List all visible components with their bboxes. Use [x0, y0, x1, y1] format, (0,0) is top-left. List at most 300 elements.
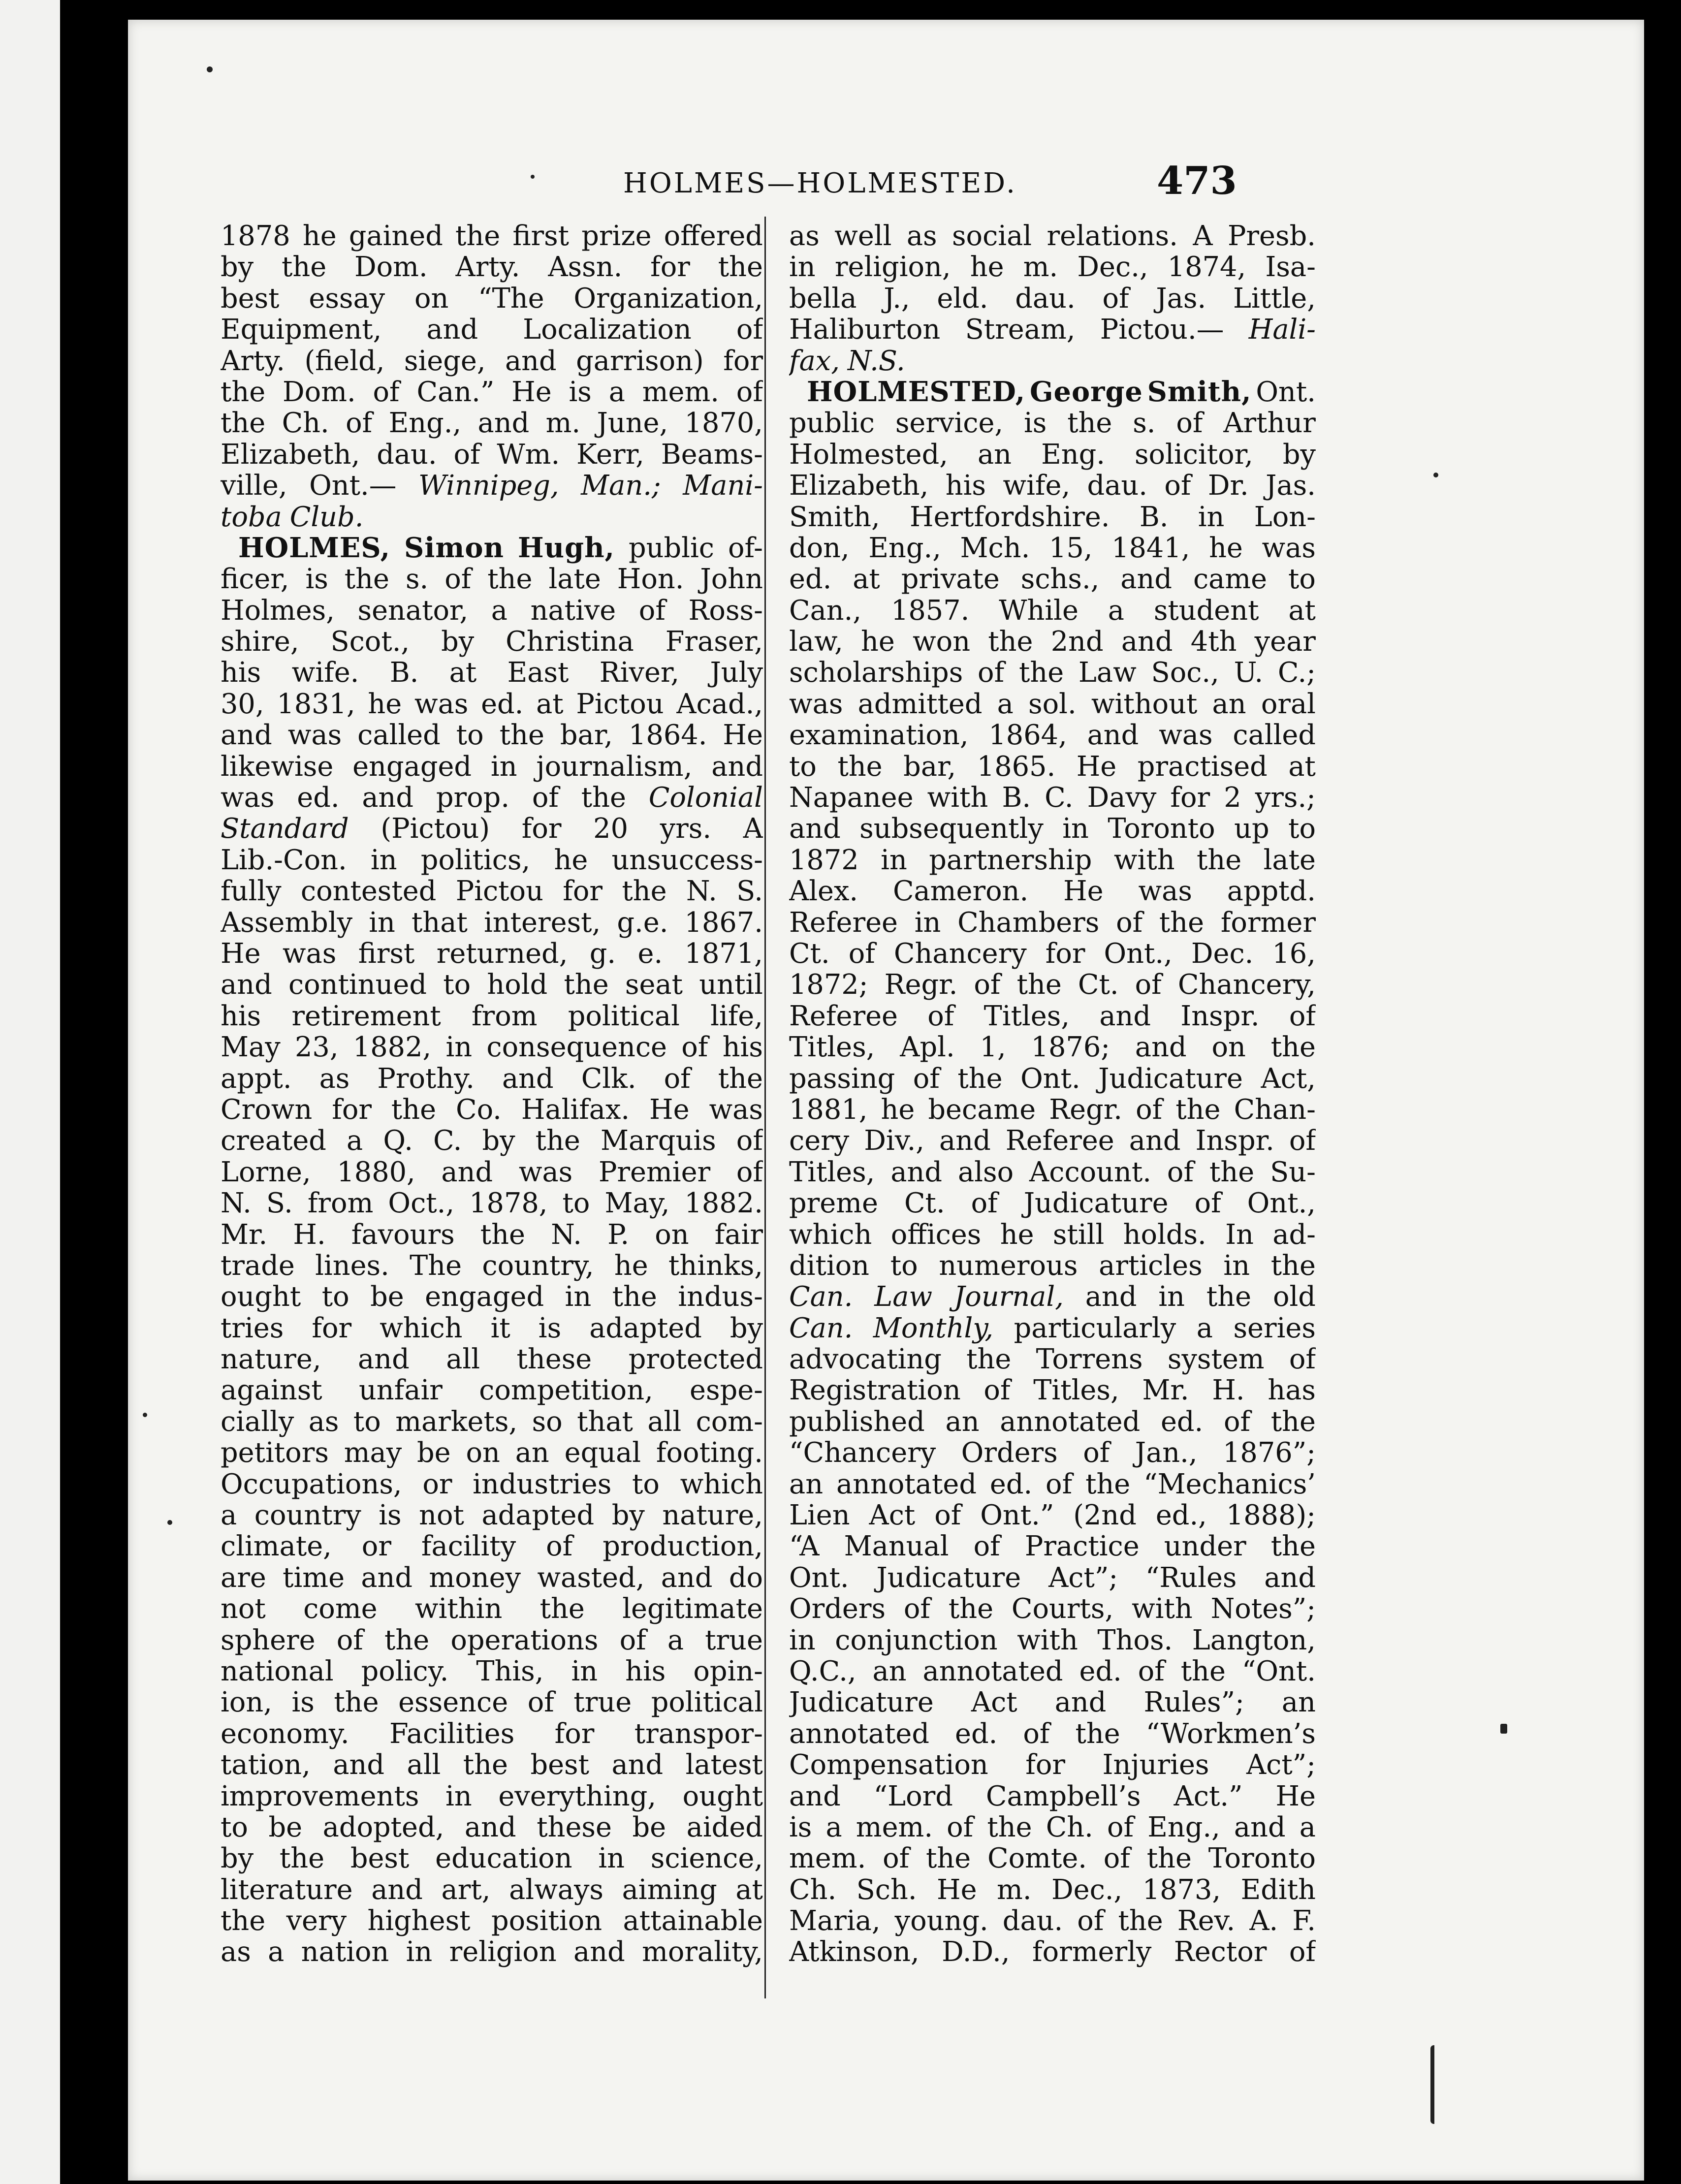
word: in: [1158, 1281, 1185, 1313]
word: Holmested,: [789, 439, 948, 471]
word: position: [491, 1905, 603, 1937]
word: not: [221, 1593, 266, 1625]
word: was: [789, 688, 843, 720]
word: it: [490, 1312, 510, 1344]
word: fair: [714, 1219, 763, 1250]
word: a: [825, 1811, 842, 1843]
text-line: [789, 439, 1316, 470]
word: social: [952, 221, 1032, 252]
word: “Workmen’s: [1145, 1718, 1316, 1750]
word: HOLMES,: [238, 532, 390, 564]
word: to: [1288, 564, 1316, 595]
word: Mch.: [960, 532, 1030, 564]
word: Titles,: [789, 1032, 875, 1063]
word: Lien: [789, 1500, 850, 1531]
word: m.: [1023, 252, 1058, 283]
word: Marquis: [600, 1125, 716, 1157]
word: Ont.: [1020, 1063, 1080, 1094]
word: to: [632, 1468, 660, 1500]
word: Atkinson,: [789, 1936, 920, 1968]
text-line: [789, 533, 1316, 564]
word: dau.: [377, 439, 437, 471]
word: Arthur: [1223, 408, 1316, 439]
word: service,: [895, 408, 1004, 439]
word: Mr.: [221, 1219, 268, 1250]
text-line: [221, 845, 763, 876]
word: Regr.: [884, 969, 958, 1001]
word: bella: [789, 283, 857, 315]
word: his: [722, 1032, 763, 1063]
word: public: [789, 408, 875, 439]
word: for: [1045, 938, 1085, 970]
word: to: [321, 1281, 349, 1313]
word: While: [999, 595, 1078, 627]
word: Jas.: [1266, 470, 1316, 502]
text-line: [789, 1625, 1316, 1656]
text-line: [789, 1874, 1316, 1905]
scan-speck: [1430, 2045, 1437, 2124]
word: the: [334, 1687, 379, 1718]
word: Su-: [1270, 1156, 1316, 1188]
word: Ross-: [688, 595, 763, 627]
word: by: [441, 626, 475, 658]
text-line: [221, 689, 763, 720]
word: 2nd: [1050, 626, 1104, 658]
word: published: [789, 1406, 925, 1438]
word: Napanee: [789, 782, 914, 814]
word: shire,: [221, 626, 299, 658]
word: the: [499, 720, 544, 751]
word: the: [581, 782, 626, 814]
text-line: [221, 1250, 763, 1281]
word: the: [1196, 844, 1242, 876]
word: of: [1135, 969, 1162, 1001]
word: of: [444, 564, 472, 595]
word: nature,: [221, 1344, 321, 1375]
word: 1871,: [684, 938, 763, 970]
text-line: [221, 377, 763, 408]
word: time: [283, 1562, 345, 1594]
word: a: [1299, 1811, 1316, 1843]
text-line: [221, 1281, 763, 1312]
word: May,: [604, 1188, 670, 1219]
word: ed.: [955, 1718, 998, 1750]
word: ad-: [1272, 1219, 1316, 1250]
text-line: [789, 1313, 1316, 1344]
word: by: [221, 252, 254, 283]
word: and: [1129, 1125, 1181, 1157]
text-line: [221, 1313, 763, 1344]
word: was: [709, 1094, 763, 1126]
word: mem.: [642, 376, 719, 408]
word: Ont.”: [980, 1500, 1054, 1531]
word: of: [934, 1500, 961, 1531]
word: of-: [728, 532, 763, 564]
word: an: [789, 1468, 824, 1500]
word: oral: [1261, 688, 1316, 720]
word: as: [319, 1063, 350, 1094]
word: F.: [1292, 1905, 1316, 1937]
text-line: [221, 314, 763, 345]
text-line: [789, 938, 1316, 969]
text-line: [789, 346, 1316, 377]
word: annotated: [1000, 1406, 1141, 1438]
word: an: [1281, 1687, 1316, 1718]
text-line: [789, 876, 1316, 907]
word: his: [221, 1000, 261, 1032]
word: of: [736, 376, 763, 408]
word: of: [971, 1188, 998, 1219]
text-line: [221, 502, 763, 533]
word: he: [860, 626, 895, 658]
word: com-: [696, 1406, 763, 1438]
word: so: [532, 1406, 563, 1438]
word: a: [997, 688, 1014, 720]
word: Can.,: [789, 595, 862, 627]
word: and: [361, 1562, 413, 1594]
word: in: [571, 1655, 598, 1687]
word: in: [370, 844, 397, 876]
word: 1882.: [684, 1188, 763, 1219]
word: Titles,: [983, 1000, 1070, 1032]
word: and: [1234, 1811, 1286, 1843]
word: former: [1220, 907, 1316, 938]
word: June,: [597, 408, 668, 439]
word: Occupations,: [221, 1468, 402, 1500]
running-head: HOLMES—HOLMESTED.: [623, 167, 1017, 199]
word: footing.: [656, 1437, 763, 1469]
word: wasted,: [537, 1562, 645, 1594]
word: interest,: [484, 907, 601, 938]
word: and: [1120, 564, 1173, 595]
word: was: [1262, 532, 1316, 564]
word: Rev.: [1177, 1905, 1236, 1937]
word: of: [1023, 1718, 1050, 1750]
word: Lorne,: [221, 1156, 311, 1188]
word: Referee: [789, 907, 898, 938]
word: mem.: [856, 1811, 933, 1843]
word: the: [480, 1219, 525, 1250]
word: as: [789, 221, 820, 252]
word: Ont.,: [1247, 1188, 1316, 1219]
word: and: [333, 1749, 385, 1781]
word: Holmes,: [221, 595, 335, 627]
text-line: [221, 1936, 763, 1967]
word: protected: [628, 1344, 763, 1375]
word: Dom.: [354, 252, 428, 283]
word: of: [1136, 1094, 1163, 1126]
word: and: [362, 782, 414, 814]
text-line: [789, 626, 1316, 657]
word: continued: [288, 969, 427, 1001]
word: Referee: [789, 1000, 898, 1032]
word: Alex.: [789, 876, 858, 907]
word: Judicature: [876, 1562, 1021, 1594]
word: Scot.,: [330, 626, 410, 658]
word: ed.: [789, 564, 832, 595]
word: ville,: [221, 470, 287, 502]
word: Law: [874, 1281, 933, 1313]
word: He: [649, 1094, 690, 1126]
word: Elizabeth,: [789, 470, 929, 502]
word: on: [655, 1219, 689, 1250]
word: and: [464, 1811, 516, 1843]
word: as: [221, 1936, 251, 1968]
word: by: [482, 1125, 515, 1157]
text-line: [221, 1469, 763, 1500]
word: he: [970, 252, 1004, 283]
word: the: [391, 1094, 437, 1126]
word: Campbell’s: [985, 1780, 1141, 1812]
word: a: [1196, 1312, 1213, 1344]
word: trade: [221, 1250, 295, 1282]
word: indus-: [678, 1281, 763, 1313]
word: of: [973, 1531, 1000, 1562]
word: seat: [625, 969, 683, 1001]
word: nation: [301, 1936, 389, 1968]
text-line: [221, 1593, 763, 1624]
text-line: [221, 408, 763, 439]
word: he: [302, 221, 337, 252]
word: dau.: [1002, 1905, 1063, 1937]
word: Co.: [456, 1094, 502, 1126]
text-line: [221, 533, 763, 564]
text-line: [789, 1562, 1316, 1593]
word: for: [554, 1718, 595, 1750]
text-line: [789, 1032, 1316, 1063]
word: returned,: [436, 938, 568, 970]
word: Little,: [1233, 283, 1316, 315]
word: journalism,: [536, 751, 693, 783]
text-line: [789, 751, 1316, 782]
word: contested: [300, 876, 437, 907]
word: was: [518, 1156, 573, 1188]
word: Stream,: [965, 314, 1076, 346]
word: Club.: [289, 501, 364, 533]
word: H.: [293, 1219, 326, 1250]
word: Titles,: [789, 1156, 875, 1188]
word: 20: [593, 813, 629, 845]
word: and: [358, 1344, 410, 1375]
scan-speck: [143, 1413, 147, 1417]
word: of: [736, 1156, 763, 1188]
text-line: [789, 1157, 1316, 1188]
text-line: [789, 1593, 1316, 1624]
word: Christina: [506, 626, 634, 658]
word: The: [410, 1250, 462, 1282]
text-line: [221, 1063, 763, 1094]
word: N.S.: [847, 345, 905, 377]
word: Can.: [789, 1281, 853, 1313]
word: legitimate: [622, 1593, 763, 1625]
word: the: [344, 564, 389, 595]
word: has: [1268, 1375, 1316, 1406]
word: true: [705, 1624, 763, 1656]
text-line: [789, 1687, 1316, 1718]
word: the: [487, 564, 533, 595]
word: country: [254, 1500, 361, 1531]
word: student: [1153, 595, 1259, 627]
text-line: [221, 876, 763, 907]
word: partnership: [929, 844, 1092, 876]
text-line: [221, 626, 763, 657]
word: Simon: [404, 532, 504, 564]
word: subsequently: [859, 813, 1044, 845]
word: Judicature: [1098, 1063, 1243, 1094]
word: true: [573, 1687, 632, 1718]
word: of: [527, 1687, 554, 1718]
word: is: [305, 564, 328, 595]
word: dition: [789, 1250, 870, 1282]
word: aiming: [622, 1874, 717, 1906]
word: in: [1223, 1250, 1250, 1282]
word: Eng.,: [1147, 1811, 1220, 1843]
word: and: [711, 751, 763, 783]
word: ed.: [1160, 1406, 1204, 1438]
text-line: [221, 1656, 763, 1687]
word: Compensation: [789, 1749, 988, 1781]
word: Ch.: [1046, 1811, 1093, 1843]
word: from: [307, 1188, 374, 1219]
word: He: [221, 938, 261, 970]
word: is: [538, 1312, 562, 1344]
word: H.: [1212, 1375, 1245, 1406]
word: fax,: [789, 345, 840, 377]
word: Mani-: [683, 470, 763, 502]
word: he: [1209, 532, 1243, 564]
word: religion,: [834, 252, 951, 283]
word: and: [505, 345, 557, 377]
word: offered: [664, 221, 763, 252]
word: he: [1000, 1219, 1034, 1250]
word: 1878,: [469, 1188, 548, 1219]
word: Davy: [1087, 782, 1157, 814]
word: Act”;: [1246, 1749, 1316, 1781]
text-line: [221, 1437, 763, 1468]
word: climate,: [221, 1531, 332, 1562]
word: 1878: [221, 221, 290, 252]
word: 1870,: [684, 408, 763, 439]
word: lines.: [315, 1250, 389, 1282]
word: series: [1233, 1312, 1316, 1344]
text-line: [789, 1531, 1316, 1562]
word: senator,: [357, 595, 469, 627]
word: apptd.: [1227, 876, 1316, 907]
word: became: [928, 1094, 1036, 1126]
word: the: [1270, 1406, 1316, 1438]
word: all: [446, 1344, 480, 1375]
word: may: [344, 1437, 402, 1469]
word: 1865.: [977, 751, 1056, 783]
word: at: [853, 564, 880, 595]
word: yrs.: [660, 813, 712, 845]
word: for: [1025, 1749, 1066, 1781]
word: which: [789, 1219, 872, 1250]
word: all: [407, 1749, 441, 1781]
word: 1888);: [1226, 1500, 1316, 1531]
word: national: [221, 1655, 334, 1687]
word: Law: [1078, 657, 1137, 689]
word: and: [426, 314, 478, 346]
word: called: [357, 720, 441, 751]
word: economy.: [221, 1718, 349, 1750]
word: P.: [607, 1219, 630, 1250]
word: “The: [478, 283, 544, 315]
word: Oct.,: [388, 1188, 455, 1219]
word: dau.: [1087, 470, 1147, 502]
word: was: [1159, 720, 1213, 751]
text-line: [221, 1749, 763, 1780]
word: Acad.,: [676, 688, 763, 720]
word: B.: [1002, 782, 1031, 814]
word: to: [562, 1188, 590, 1219]
word: 1874,: [1167, 252, 1246, 283]
word: until: [699, 969, 763, 1001]
word: Pictou.—: [1100, 314, 1224, 346]
word: Cameron.: [892, 876, 1029, 907]
word: Chancery: [893, 938, 1027, 970]
word: in: [914, 907, 941, 938]
word: of: [373, 376, 400, 408]
word: 2: [1224, 782, 1241, 814]
word: annotated: [789, 1718, 930, 1750]
word: the: [1146, 1843, 1192, 1874]
word: bar,: [560, 720, 613, 751]
text-line: [789, 1718, 1316, 1749]
word: at: [536, 688, 564, 720]
word: do: [729, 1562, 763, 1594]
text-line: [789, 502, 1316, 533]
word: Judicature: [789, 1687, 934, 1718]
word: morality,: [642, 1936, 763, 1968]
word: of: [619, 1624, 646, 1656]
text-line: [789, 1500, 1316, 1531]
word: C.: [1045, 782, 1074, 814]
word: Jan.,: [1135, 1437, 1198, 1469]
text-line: [221, 1812, 763, 1843]
word: May: [221, 1032, 281, 1063]
word: tation,: [221, 1749, 311, 1781]
word: (Pictou): [381, 813, 490, 845]
word: politics,: [420, 844, 531, 876]
word: of: [903, 1593, 931, 1625]
text-line: [789, 657, 1316, 688]
word: of: [736, 1125, 763, 1157]
text-line: [789, 1094, 1316, 1125]
text-line: [789, 1188, 1316, 1219]
word: with: [927, 782, 988, 814]
word: of: [1289, 1936, 1316, 1968]
word: ought: [221, 1281, 301, 1313]
word: industries: [473, 1468, 612, 1500]
word: Dec.,: [1077, 252, 1148, 283]
word: the: [1085, 1468, 1131, 1500]
word: 23,: [294, 1032, 339, 1063]
word: (field,: [304, 345, 385, 377]
word: without: [1091, 688, 1198, 720]
word: was: [414, 688, 469, 720]
word: in: [789, 252, 816, 283]
text-line: [789, 221, 1316, 252]
word: the: [612, 1281, 657, 1313]
word: year: [1254, 626, 1316, 658]
word: U.: [1234, 657, 1264, 689]
text-line: [789, 564, 1316, 595]
text-line: [221, 1718, 763, 1749]
word: Dr.: [1207, 470, 1249, 502]
word: Hugh,: [518, 532, 615, 564]
text-line: [221, 1125, 763, 1156]
